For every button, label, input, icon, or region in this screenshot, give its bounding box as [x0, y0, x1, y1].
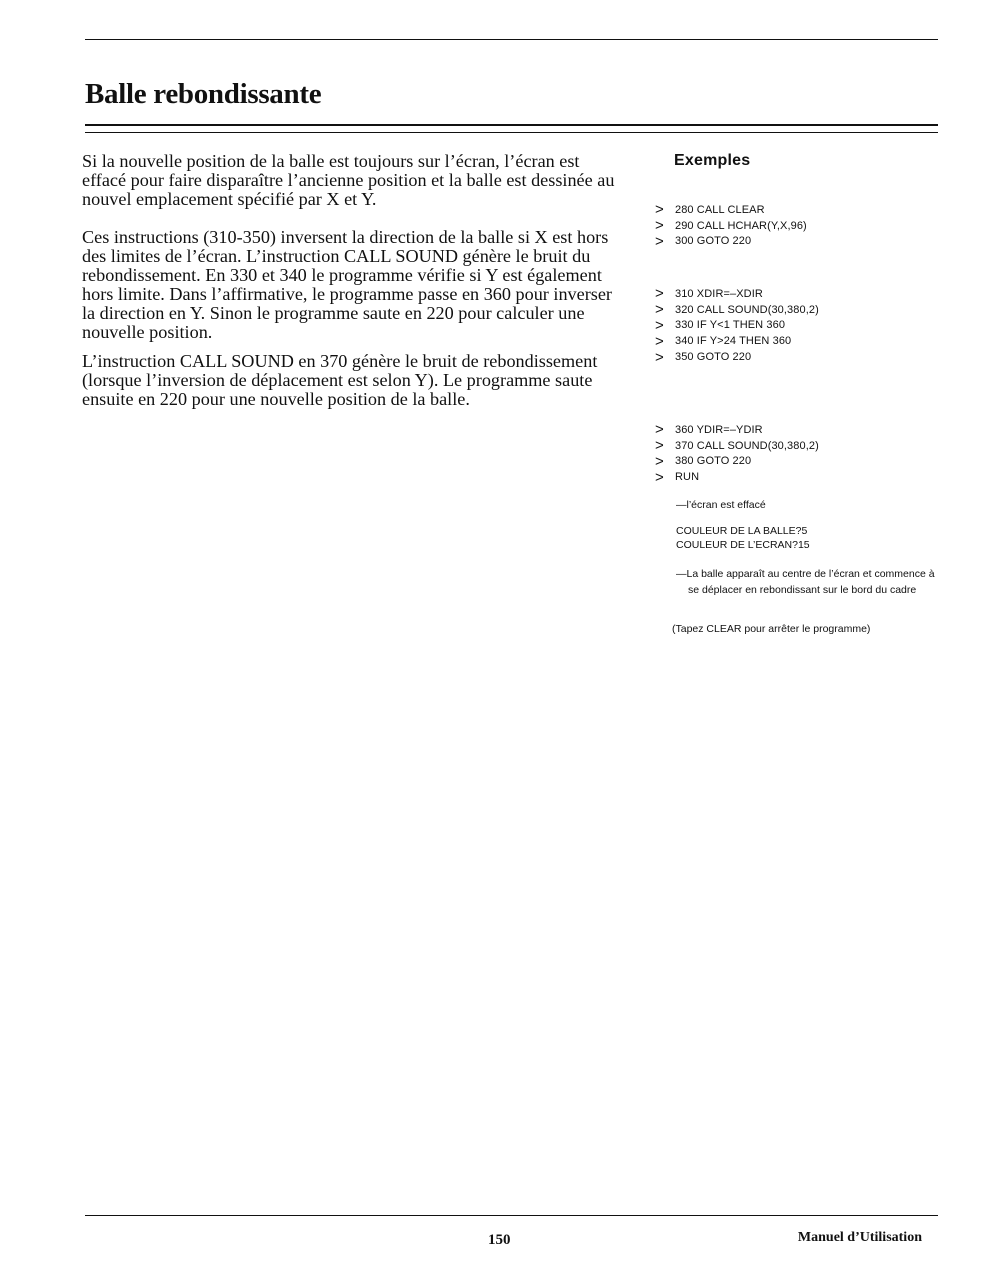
code-line — [655, 202, 945, 218]
output-stop-instruction: (Tapez CLEAR pour arrêter le programme) — [672, 623, 871, 635]
manual-title: Manuel d’Utilisation — [797, 1230, 922, 1245]
code-text: 350 GOTO 220 — [675, 351, 752, 364]
code-line — [655, 218, 945, 234]
prompt-symbol: > — [655, 285, 664, 303]
page-title: Balle rebondissante — [85, 78, 322, 110]
code-text: 370 CALL SOUND(30,380,2) — [675, 439, 819, 452]
body-paragraph-3: L’instruction CALL SOUND en 370 génère le bruit de rebondissement (lorsque l’inversion de déplacement est selon Y). Le programme saute ensuite en 220 pour une nouvelle position de la balle. — [82, 351, 598, 409]
prompt-symbol: > — [655, 437, 664, 455]
prompt-symbol: > — [655, 348, 664, 366]
code-text: 290 CALL HCHAR(Y,X,96) — [675, 219, 807, 232]
code-line — [655, 302, 945, 318]
output-ball-color: COULEUR DE LA BALLE?5 — [676, 525, 808, 537]
title-underline-thick — [85, 124, 938, 126]
prompt-symbol: > — [655, 232, 664, 250]
code-line — [655, 286, 945, 302]
code-line — [655, 438, 945, 454]
output-screen-cleared: —l’écran est effacé — [676, 499, 766, 511]
footer-rule — [85, 1215, 938, 1216]
page-number: 150 — [488, 1232, 511, 1248]
code-text: RUN — [675, 471, 700, 484]
output-screen-color: COULEUR DE L’ECRAN?15 — [676, 539, 810, 551]
prompt-symbol: > — [655, 421, 664, 439]
title-underline-thin — [85, 132, 938, 133]
prompt-symbol: > — [655, 201, 664, 219]
code-group-y-bounce — [655, 422, 945, 485]
code-text: 360 YDIR=–YDIR — [675, 423, 763, 436]
code-text: 330 IF Y<1 THEN 360 — [675, 319, 786, 332]
prompt-symbol: > — [655, 316, 664, 334]
code-line — [655, 454, 945, 470]
top-rule — [85, 39, 938, 40]
code-text: 340 IF Y>24 THEN 360 — [675, 335, 792, 348]
code-text: 280 CALL CLEAR — [675, 203, 765, 216]
output-ball-note: —La balle apparaît au centre de l’écran et commence à se déplacer en rebondissant sur le bord du cadre — [676, 568, 935, 596]
prompt-symbol: > — [655, 332, 664, 350]
prompt-symbol: > — [655, 468, 664, 486]
examples-heading: Exemples — [674, 152, 751, 169]
body-paragraph-2: Ces instructions (310-350) inversent la direction de la balle si X est hors des limites de l’écran. L’instruction CALL SOUND génère le bruit du rebondissement. En 330 et 340 le programme vérifie si Y est également hors limite. Dans l’affirmative, le programme passe en 360 pour inverser la direction en Y. Sinon le programme saute en 220 pour calculer une nouvelle position. — [82, 227, 612, 342]
code-group-x-bounce — [655, 286, 945, 365]
body-paragraph-1: Si la nouvelle position de la balle est toujours sur l’écran, l’écran est effacé pour faire disparaître l’ancienne position et la balle est dessinée au nouvel emplacement spécifié par X et Y. — [82, 151, 615, 209]
code-line — [655, 349, 945, 365]
code-group-clear-draw — [655, 202, 945, 249]
code-line — [655, 318, 945, 334]
code-text: 320 CALL SOUND(30,380,2) — [675, 303, 819, 316]
body-text-column — [82, 152, 627, 428]
prompt-symbol: > — [655, 452, 664, 470]
code-text: 300 GOTO 220 — [675, 235, 752, 248]
code-line — [655, 469, 945, 485]
prompt-symbol: > — [655, 217, 664, 235]
code-text: 380 GOTO 220 — [675, 455, 752, 468]
code-line — [655, 234, 945, 250]
code-text: 310 XDIR=–XDIR — [675, 287, 763, 300]
code-line — [655, 333, 945, 349]
prompt-symbol: > — [655, 301, 664, 319]
code-line — [655, 422, 945, 438]
